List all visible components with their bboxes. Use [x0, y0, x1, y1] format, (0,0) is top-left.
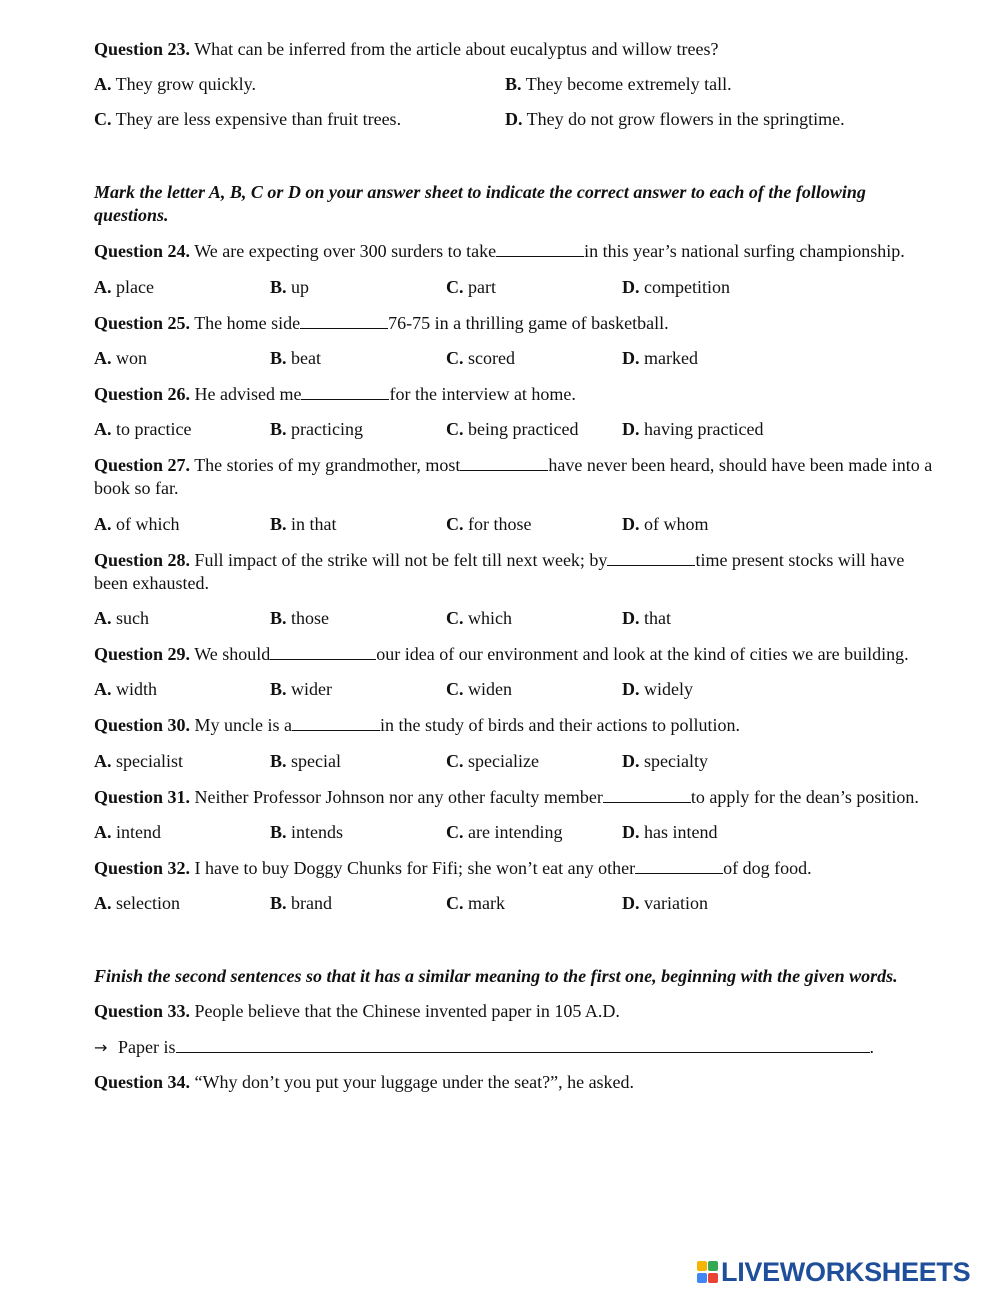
question-text: Full impact of the strike will not be felt till next week; by	[190, 550, 608, 570]
question-label: Question 26.	[94, 384, 191, 404]
option-a[interactable]	[94, 607, 270, 630]
answer-blank[interactable]	[603, 785, 691, 803]
option-b[interactable]	[270, 513, 446, 536]
question-text: of dog food.	[723, 858, 812, 878]
option-b[interactable]	[270, 750, 446, 773]
option-letter: A.	[94, 419, 112, 439]
question-text: My uncle is a	[190, 715, 292, 735]
option-letter: D.	[622, 751, 640, 771]
question-text: We should	[190, 644, 271, 664]
question-25	[94, 311, 939, 335]
option-c[interactable]	[446, 513, 622, 536]
option-b[interactable]	[270, 607, 446, 630]
answer-blank[interactable]	[270, 642, 376, 660]
answer-line[interactable]	[176, 1035, 870, 1053]
option-b[interactable]	[270, 678, 446, 701]
option-letter: D.	[622, 514, 640, 534]
option-c[interactable]	[446, 892, 622, 915]
option-text: in that	[286, 514, 337, 534]
option-d[interactable]	[622, 513, 882, 536]
option-a[interactable]	[94, 513, 270, 536]
option-a[interactable]	[94, 73, 505, 96]
option-a[interactable]	[94, 821, 270, 844]
question-text: to apply for the dean’s position.	[690, 787, 919, 807]
option-letter: A.	[94, 74, 112, 94]
question-label: Question 24.	[94, 241, 191, 261]
option-d[interactable]	[622, 821, 882, 844]
option-text: They are less expensive than fruit trees.	[111, 109, 402, 129]
option-d[interactable]	[622, 418, 882, 441]
worksheet-page	[94, 38, 939, 1094]
option-c[interactable]	[94, 108, 505, 131]
question-text: our idea of our environment and look at the kind of cities we are building.	[376, 644, 909, 664]
option-text: which	[463, 608, 512, 628]
logo-square-blue	[697, 1273, 707, 1283]
option-d[interactable]	[622, 607, 882, 630]
option-b[interactable]	[270, 276, 446, 299]
question-27	[94, 453, 939, 500]
option-letter: B.	[270, 419, 287, 439]
option-c[interactable]	[446, 821, 622, 844]
question-label: Question 31.	[94, 787, 191, 807]
question-label: Question 30.	[94, 715, 191, 735]
option-letter: C.	[94, 109, 112, 129]
option-text: widely	[639, 679, 693, 699]
question-text: The stories of my grandmother, most	[190, 455, 461, 475]
option-text: of which	[111, 514, 180, 534]
question-text: in the study of birds and their actions to pollution.	[380, 715, 740, 735]
option-c[interactable]	[446, 418, 622, 441]
option-letter: C.	[446, 277, 464, 297]
answer-blank[interactable]	[635, 856, 723, 874]
option-a[interactable]	[94, 892, 270, 915]
option-b[interactable]	[270, 347, 446, 370]
liveworksheets-logo	[697, 1257, 997, 1287]
option-letter: C.	[446, 514, 464, 534]
option-letter: A.	[94, 277, 112, 297]
option-text: selection	[111, 893, 180, 913]
option-text: competition	[639, 277, 730, 297]
question-label: Question 23.	[94, 39, 191, 59]
option-letter: A.	[94, 679, 112, 699]
option-text: variation	[639, 893, 708, 913]
question-text: He advised me	[190, 384, 302, 404]
option-letter: C.	[446, 419, 464, 439]
question-29	[94, 642, 939, 666]
question-23	[94, 38, 939, 61]
instruction-multiple-choice: Mark the letter A, B, C or D on your answer sheet to indicate the correct answer to each of the following questions.	[94, 182, 866, 225]
option-letter: D.	[622, 893, 640, 913]
question-33-answer	[94, 1035, 939, 1059]
option-letter: B.	[270, 514, 287, 534]
option-letter: C.	[446, 679, 464, 699]
answer-blank[interactable]	[607, 548, 695, 566]
option-c[interactable]	[446, 347, 622, 370]
question-text: What can be inferred from the article about eucalyptus and willow trees?	[190, 39, 719, 59]
question-text: time present stocks will have been exhausted.	[94, 550, 905, 593]
option-text: They grow quickly.	[111, 74, 256, 94]
option-letter: A.	[94, 822, 112, 842]
instruction-rewrite: Finish the second sentences so that it has a similar meaning to the first one, beginning with the given words.	[94, 966, 898, 986]
option-text: has intend	[639, 822, 718, 842]
option-b[interactable]	[270, 418, 446, 441]
question-25-options	[94, 347, 939, 370]
option-letter: D.	[505, 109, 523, 129]
question-text: “Why don’t you put your luggage under the seat?”, he asked.	[190, 1072, 635, 1092]
option-text: up	[286, 277, 310, 297]
option-text: those	[286, 608, 330, 628]
question-33	[94, 1000, 939, 1023]
logo-square-red	[708, 1273, 718, 1283]
option-text: specialty	[639, 751, 708, 771]
option-letter: A.	[94, 751, 112, 771]
question-31-options	[94, 821, 939, 844]
option-text: are intending	[463, 822, 563, 842]
question-text: People believe that the Chinese invented paper in 105 A.D.	[190, 1001, 620, 1021]
question-label: Question 29.	[94, 644, 191, 664]
question-label: Question 28.	[94, 550, 191, 570]
option-letter: B.	[505, 74, 522, 94]
option-letter: C.	[446, 348, 464, 368]
question-label: Question 33.	[94, 1001, 191, 1021]
option-a[interactable]	[94, 678, 270, 701]
answer-blank[interactable]	[300, 311, 388, 329]
answer-blank[interactable]	[496, 239, 584, 257]
option-letter: D.	[622, 348, 640, 368]
option-text: practicing	[286, 419, 363, 439]
option-letter: B.	[270, 348, 287, 368]
question-28	[94, 548, 939, 595]
option-c[interactable]	[446, 678, 622, 701]
option-letter: C.	[446, 822, 464, 842]
option-a[interactable]	[94, 418, 270, 441]
answer-blank[interactable]	[460, 453, 548, 471]
option-text: mark	[463, 893, 505, 913]
option-text: won	[111, 348, 147, 368]
question-27-options	[94, 513, 939, 536]
option-text: specialize	[463, 751, 539, 771]
question-30	[94, 713, 939, 737]
question-26	[94, 382, 939, 406]
option-d[interactable]	[622, 750, 882, 773]
option-letter: D.	[622, 608, 640, 628]
option-d[interactable]	[622, 276, 882, 299]
option-text: They do not grow flowers in the springtime.	[522, 109, 845, 129]
option-text: being practiced	[463, 419, 579, 439]
option-letter: B.	[270, 277, 287, 297]
question-label: Question 32.	[94, 858, 191, 878]
option-text: intends	[286, 822, 344, 842]
option-text: marked	[639, 348, 698, 368]
question-text: The home side	[190, 313, 301, 333]
option-letter: A.	[94, 608, 112, 628]
option-c[interactable]	[446, 276, 622, 299]
option-a[interactable]	[94, 276, 270, 299]
arrow-right-icon: →	[94, 1038, 108, 1057]
option-letter: D.	[622, 822, 640, 842]
question-32	[94, 856, 939, 880]
question-text: for the interview at home.	[389, 384, 576, 404]
question-24-options	[94, 276, 939, 299]
question-label: Question 27.	[94, 455, 191, 475]
option-text: intend	[111, 822, 161, 842]
option-a[interactable]	[94, 750, 270, 773]
option-c[interactable]	[446, 607, 622, 630]
option-text: wider	[286, 679, 332, 699]
option-b[interactable]	[270, 821, 446, 844]
question-text: We are expecting over 300 surders to take	[190, 241, 497, 261]
option-letter: B.	[270, 893, 287, 913]
logo-text: LIVEWORKSHEETS	[721, 1256, 971, 1287]
question-label: Question 34.	[94, 1072, 191, 1092]
option-letter: D.	[622, 419, 640, 439]
question-label: Question 25.	[94, 313, 191, 333]
option-letter: D.	[622, 277, 640, 297]
option-letter: B.	[270, 751, 287, 771]
option-text: part	[463, 277, 496, 297]
option-text: for those	[463, 514, 532, 534]
question-26-options	[94, 418, 939, 441]
option-text: brand	[286, 893, 332, 913]
option-b[interactable]	[505, 73, 939, 96]
option-text: place	[111, 277, 154, 297]
option-c[interactable]	[446, 750, 622, 773]
option-text: width	[111, 679, 158, 699]
option-d[interactable]	[622, 347, 882, 370]
option-letter: B.	[270, 679, 287, 699]
option-letter: C.	[446, 751, 464, 771]
logo-square-green	[708, 1261, 718, 1271]
option-letter: B.	[270, 608, 287, 628]
option-text: They become extremely tall.	[521, 74, 732, 94]
logo-square-yellow	[697, 1261, 707, 1271]
option-letter: C.	[446, 608, 464, 628]
option-d[interactable]	[622, 892, 882, 915]
question-23-options	[94, 73, 939, 96]
question-text: have never been heard, should have been made into a book so far.	[94, 455, 933, 498]
answer-blank[interactable]	[292, 713, 380, 731]
option-letter: C.	[446, 893, 464, 913]
option-text: such	[111, 608, 149, 628]
option-letter: B.	[270, 822, 287, 842]
option-d[interactable]	[622, 678, 882, 701]
question-29-options	[94, 678, 939, 701]
option-a[interactable]	[94, 347, 270, 370]
option-letter: A.	[94, 348, 112, 368]
question-28-options	[94, 607, 939, 630]
option-letter: A.	[94, 514, 112, 534]
option-text: special	[286, 751, 341, 771]
logo-mark-icon	[697, 1261, 718, 1283]
question-text: 76-75 in a thrilling game of basketball.	[388, 313, 669, 333]
answer-blank[interactable]	[301, 382, 389, 400]
option-b[interactable]	[270, 892, 446, 915]
option-text: widen	[463, 679, 512, 699]
question-text: Neither Professor Johnson nor any other faculty member	[190, 787, 603, 807]
option-text: specialist	[111, 751, 183, 771]
option-text: of whom	[639, 514, 709, 534]
option-text: beat	[286, 348, 321, 368]
question-30-options	[94, 750, 939, 773]
answer-start: Paper is	[118, 1037, 176, 1057]
question-23-options-2	[94, 108, 939, 131]
option-letter: D.	[622, 679, 640, 699]
question-24	[94, 239, 939, 263]
option-text: that	[639, 608, 671, 628]
option-letter: A.	[94, 893, 112, 913]
question-31	[94, 785, 939, 809]
option-text: scored	[463, 348, 515, 368]
option-text: having practiced	[639, 419, 764, 439]
question-text: in this year’s national surfing championship.	[584, 241, 905, 261]
question-text: I have to buy Doggy Chunks for Fifi; she won’t eat any other	[190, 858, 636, 878]
option-text: to practice	[111, 419, 192, 439]
answer-end: .	[869, 1037, 874, 1057]
option-d[interactable]	[505, 108, 939, 131]
question-32-options	[94, 892, 939, 915]
question-34	[94, 1071, 939, 1094]
